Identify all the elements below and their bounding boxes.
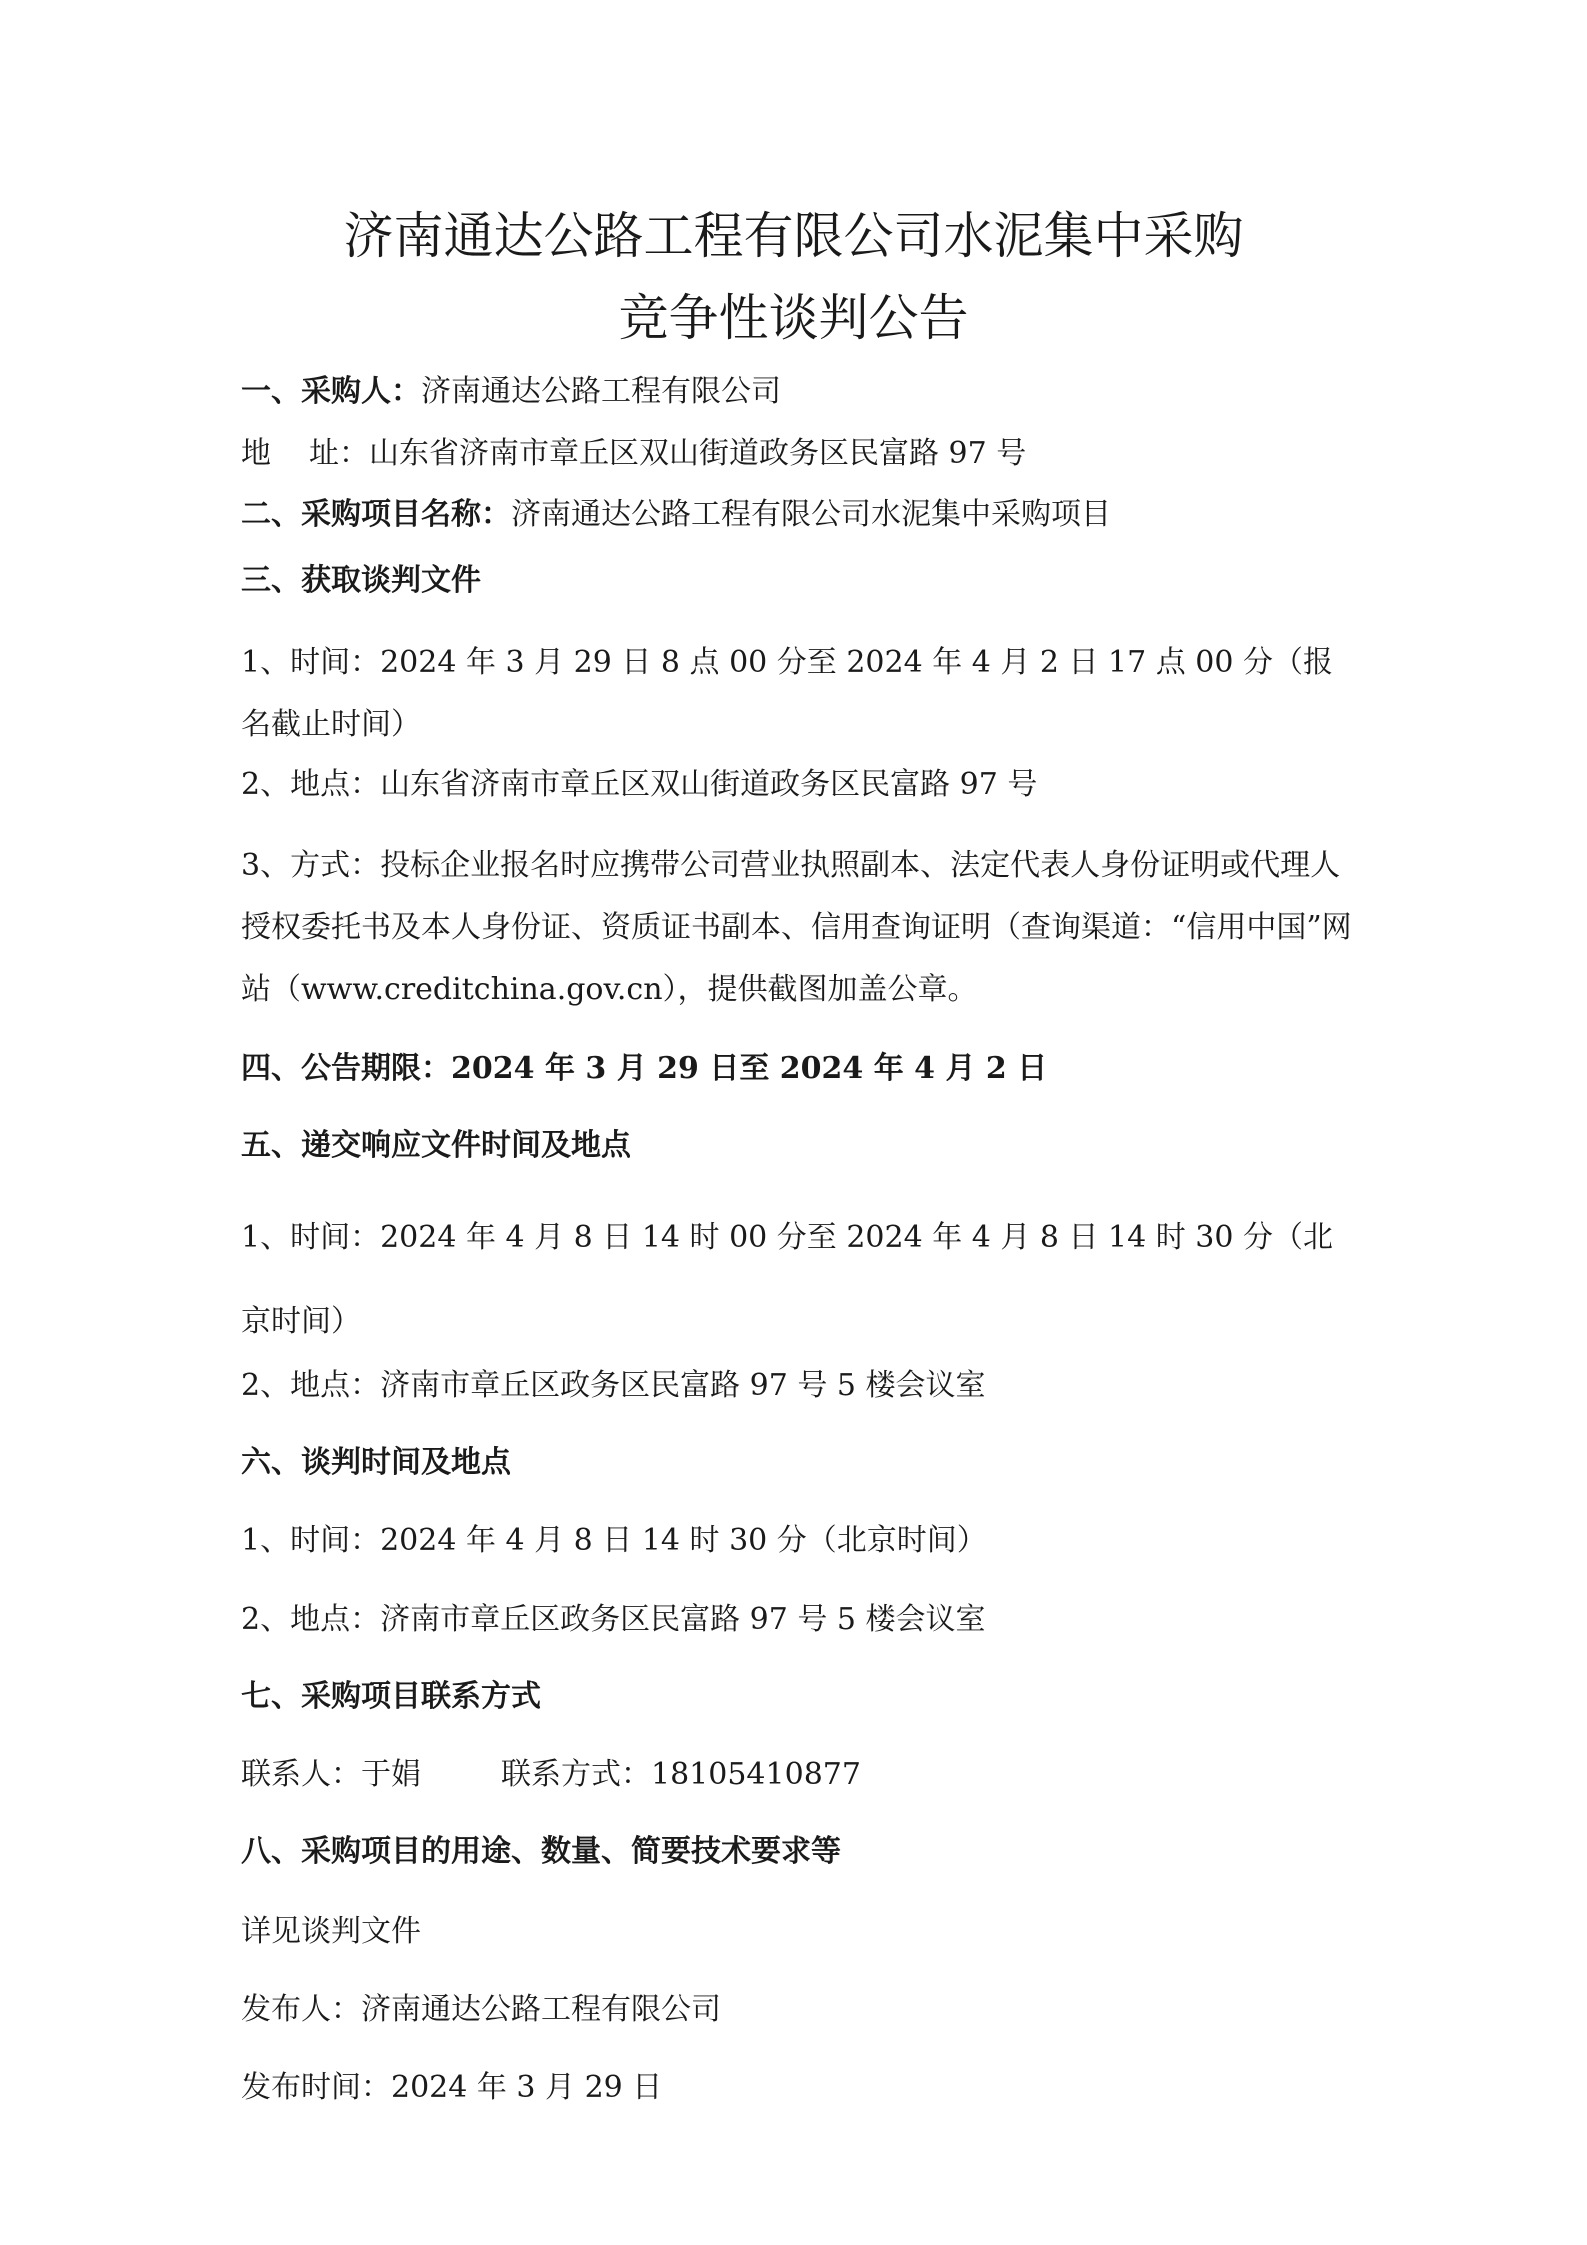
section-3-item-3: 3、方式：投标企业报名时应携带公司营业执照副本、法定代表人身份证明或代理人授权委托书及本人身份证、资质证书副本、信用查询证明（查询渠道：“信用中国”网站（www.creditchina.gov.cn），提供截图加盖公章。	[241, 848, 1352, 1007]
section-6-item-2: 2、地点：济南市章丘区政务区民富路 97 号 5 楼会议室	[241, 1602, 986, 1637]
section-3-item-1: 1、时间：2024 年 3 月 29 日 8 点 00 分至 2024 年 4 月 2 日 17 点 00 分（报名截止时间）	[241, 645, 1334, 742]
contact-phone: 联系方式：18105410877	[501, 1757, 861, 1792]
section-5-heading: 五、递交响应文件时间及地点	[241, 1128, 631, 1163]
purchaser-heading: 一、采购人：	[241, 374, 421, 409]
contact-row	[241, 1755, 1361, 1795]
purchaser-value: 济南通达公路工程有限公司	[421, 374, 781, 409]
section-3-item-2: 2、地点：山东省济南市章丘区双山街道政务区民富路 97 号	[241, 767, 1038, 802]
publisher: 发布人：济南通达公路工程有限公司	[241, 1992, 721, 2027]
address-value: 山东省济南市章丘区双山街道政务区民富路 97 号	[369, 436, 1027, 471]
section-5-item-2: 2、地点：济南市章丘区政务区民富路 97 号 5 楼会议室	[241, 1368, 986, 1403]
project-name-heading: 二、采购项目名称：	[241, 497, 511, 532]
publish-date: 发布时间：2024 年 3 月 29 日	[241, 2070, 663, 2105]
section-5-item-1: 1、时间：2024 年 4 月 8 日 14 时 00 分至 2024 年 4 月 8 日 14 时 30 分（北京时间）	[241, 1220, 1334, 1339]
project-name-value: 济南通达公路工程有限公司水泥集中采购项目	[511, 497, 1111, 532]
section-4-heading: 四、公告期限：2024 年 3 月 29 日至 2024 年 4 月 2 日	[241, 1051, 1048, 1086]
section-8-heading: 八、采购项目的用途、数量、简要技术要求等	[241, 1834, 841, 1869]
document-title-line-1: 济南通达公路工程有限公司水泥集中采购	[343, 207, 1244, 265]
address-label-a: 地	[241, 436, 271, 471]
address-label-b: 址：	[309, 436, 369, 471]
section-6-heading: 六、谈判时间及地点	[241, 1445, 511, 1480]
document-title-line-2: 竞争性谈判公告	[618, 289, 969, 347]
section-8-detail: 详见谈判文件	[241, 1914, 421, 1949]
section-6-item-1: 1、时间：2024 年 4 月 8 日 14 时 30 分（北京时间）	[241, 1523, 987, 1558]
section-7-heading: 七、采购项目联系方式	[241, 1679, 541, 1714]
contact-person: 联系人：于娟	[241, 1757, 421, 1792]
project-name-row	[241, 495, 1361, 535]
section-3-heading: 三、获取谈判文件	[241, 563, 481, 598]
purchaser-row	[241, 372, 1361, 412]
address-row	[241, 434, 1361, 474]
